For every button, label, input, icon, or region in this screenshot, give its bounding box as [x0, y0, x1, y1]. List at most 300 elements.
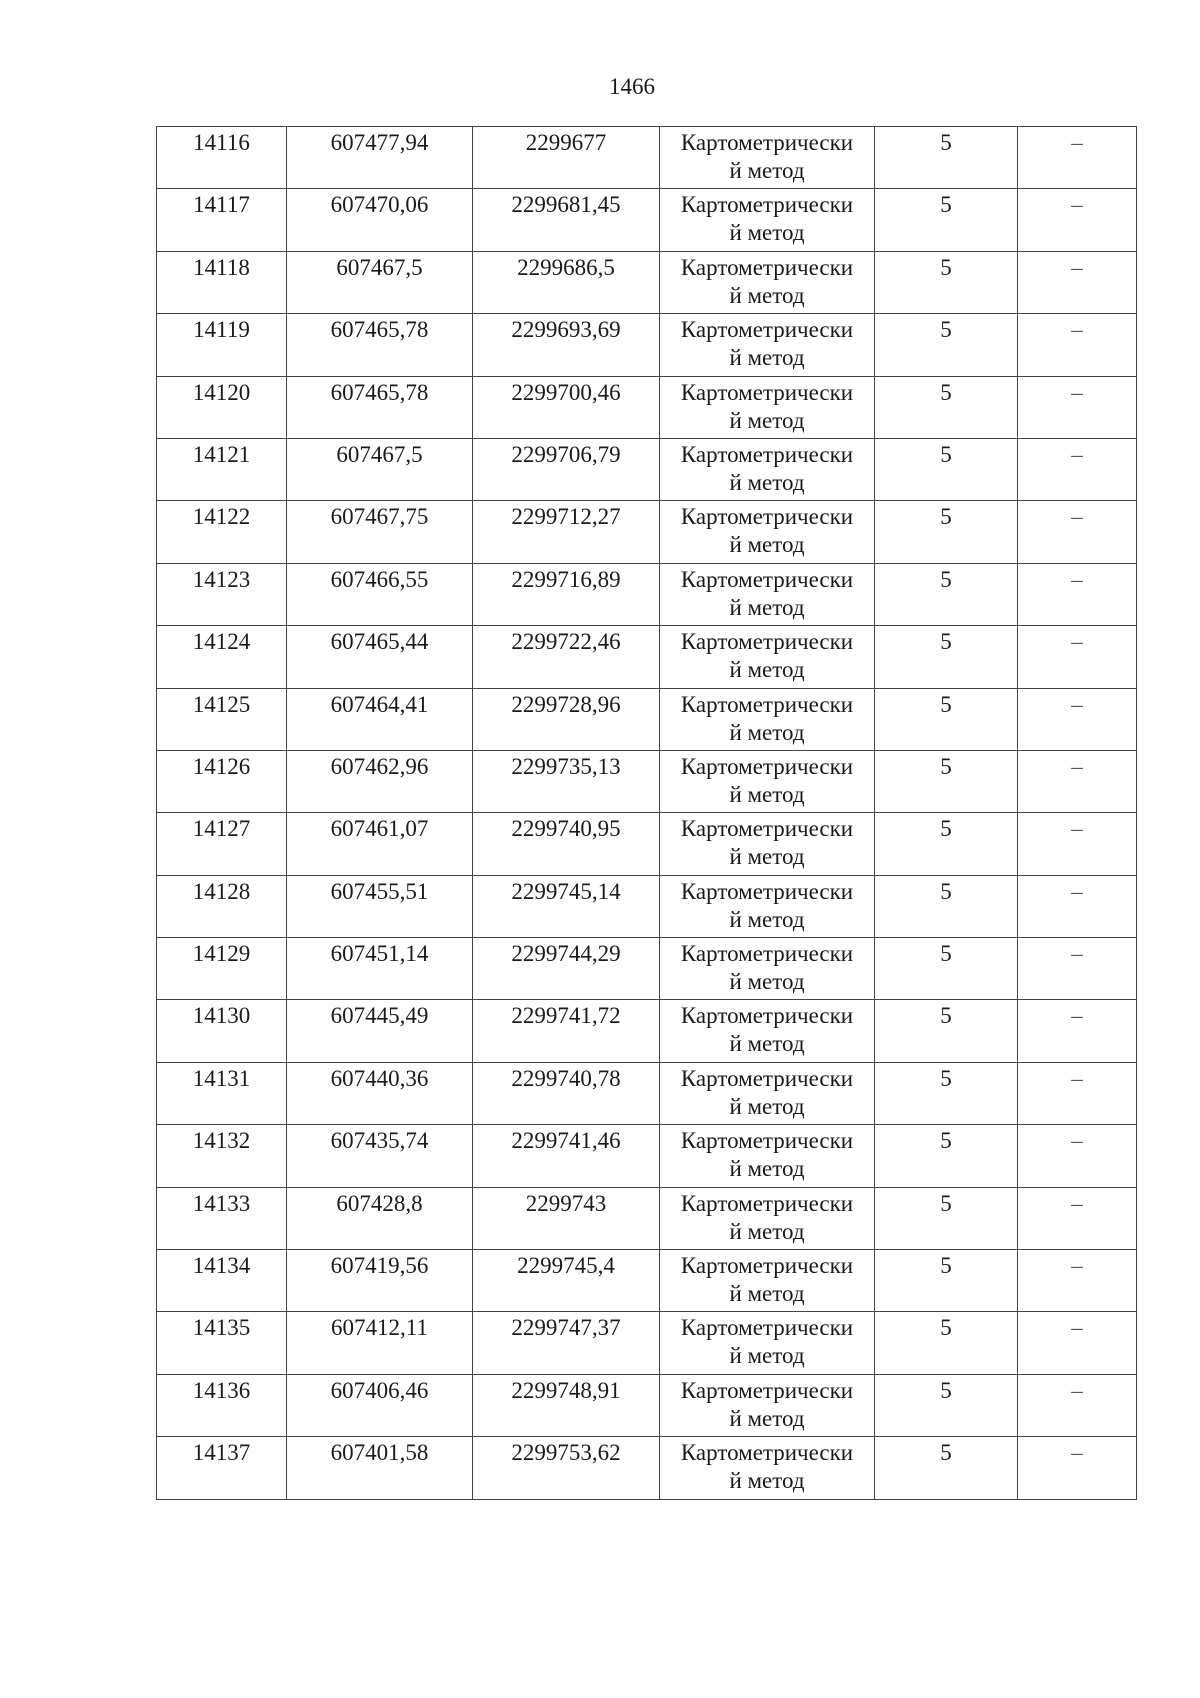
id-value: 14116 [193, 130, 250, 155]
note-value: – [1071, 254, 1083, 280]
table-row [157, 376, 1137, 438]
table-row [157, 1062, 1137, 1124]
accuracy-cell [875, 750, 1018, 812]
accuracy-cell [875, 189, 1018, 251]
x-coordinate-cell [287, 438, 473, 500]
y-coordinate-cell [473, 1250, 660, 1312]
id-value: 14123 [192, 566, 251, 592]
id-value: 14117 [193, 192, 250, 218]
point-number-cell [157, 501, 287, 563]
id-value: 14118 [193, 254, 250, 280]
id-value: 14126 [192, 753, 251, 779]
x-value: 607466,55 [330, 566, 429, 592]
note-value: – [1071, 1003, 1083, 1029]
x-value: 607465,78 [330, 379, 429, 405]
point-number-cell [157, 750, 287, 812]
y-coordinate-cell [473, 1062, 660, 1124]
x-coordinate-cell [287, 376, 473, 438]
y-value: 2299735,13 [511, 753, 621, 779]
y-coordinate-cell [473, 813, 660, 875]
x-coordinate-cell [287, 1062, 473, 1124]
coordinates-table-body [157, 127, 1137, 1500]
x-coordinate-cell [287, 1374, 473, 1436]
note-cell [1018, 438, 1137, 500]
x-coordinate-cell [287, 127, 473, 189]
accuracy-cell [875, 314, 1018, 376]
note-value: – [1071, 192, 1083, 218]
method-text-line-1: Картометрически [680, 816, 854, 842]
y-coordinate-cell [473, 438, 660, 500]
note-value: – [1071, 130, 1083, 155]
point-number-cell [157, 1437, 287, 1499]
method-text-line-1: Картометрически [680, 379, 854, 405]
method-text-line-2: й метод [729, 781, 805, 807]
x-value: 607467,75 [330, 504, 429, 530]
x-value: 607401,58 [330, 1440, 429, 1466]
x-value: 607464,41 [330, 691, 429, 717]
method-text-line-2: й метод [729, 532, 805, 558]
note-cell [1018, 127, 1137, 189]
method-text-line-2: й метод [729, 1343, 805, 1369]
method-cell [660, 1000, 875, 1062]
note-cell [1018, 1000, 1137, 1062]
id-value: 14125 [192, 691, 251, 717]
y-value: 2299753,62 [511, 1440, 621, 1466]
id-value: 14133 [192, 1190, 251, 1216]
accuracy-value: 5 [940, 317, 952, 343]
x-value: 607455,51 [330, 878, 429, 904]
point-number-cell [157, 376, 287, 438]
note-cell [1018, 1250, 1137, 1312]
table-row [157, 626, 1137, 688]
x-value: 607435,74 [330, 1128, 429, 1154]
method-text-line-2: й метод [729, 906, 805, 932]
method-text-line-1: Картометрически [680, 691, 854, 717]
method-cell [660, 376, 875, 438]
table-row [157, 563, 1137, 625]
accuracy-cell [875, 1374, 1018, 1436]
accuracy-value: 5 [940, 130, 952, 155]
table-row [157, 688, 1137, 750]
id-value: 14135 [192, 1315, 251, 1341]
method-cell [660, 813, 875, 875]
note-cell [1018, 688, 1137, 750]
table-row [157, 501, 1137, 563]
note-cell [1018, 501, 1137, 563]
method-text-line-1: Картометрически [680, 1003, 854, 1029]
note-cell [1018, 189, 1137, 251]
y-value: 2299728,96 [511, 691, 621, 717]
accuracy-value: 5 [940, 566, 952, 592]
note-cell [1018, 875, 1137, 937]
point-number-cell [157, 1062, 287, 1124]
note-value: – [1071, 317, 1083, 343]
y-value: 2299745,14 [511, 878, 621, 904]
id-value: 14120 [192, 379, 251, 405]
method-cell [660, 1374, 875, 1436]
method-text-line-2: й метод [729, 1031, 805, 1057]
accuracy-value: 5 [940, 1003, 952, 1029]
x-value: 607477,94 [330, 130, 429, 155]
x-value: 607462,96 [330, 753, 429, 779]
method-text-line-2: й метод [729, 282, 805, 308]
method-cell [660, 1125, 875, 1187]
id-value: 14119 [193, 317, 250, 343]
table-row [157, 1000, 1137, 1062]
accuracy-value: 5 [940, 504, 952, 530]
x-value: 607467,5 [336, 254, 423, 280]
note-value: – [1071, 878, 1083, 904]
note-value: – [1071, 1190, 1083, 1216]
coordinates-table [156, 126, 1137, 1500]
y-value: 2299741,72 [511, 1003, 621, 1029]
id-value: 14121 [192, 441, 251, 467]
accuracy-value: 5 [940, 1128, 952, 1154]
y-value: 2299748,91 [511, 1377, 621, 1403]
point-number-cell [157, 938, 287, 1000]
y-value: 2299747,37 [511, 1315, 621, 1341]
accuracy-cell [875, 438, 1018, 500]
note-value: – [1071, 1065, 1083, 1091]
table-row [157, 1125, 1137, 1187]
accuracy-cell [875, 563, 1018, 625]
method-text-line-2: й метод [729, 1156, 805, 1182]
note-value: – [1071, 941, 1083, 967]
accuracy-value: 5 [940, 1377, 952, 1403]
accuracy-cell [875, 688, 1018, 750]
accuracy-value: 5 [940, 1190, 952, 1216]
note-cell [1018, 251, 1137, 313]
method-cell [660, 563, 875, 625]
note-cell [1018, 1374, 1137, 1436]
accuracy-cell [875, 251, 1018, 313]
table-row [157, 1187, 1137, 1249]
accuracy-value: 5 [940, 192, 952, 218]
x-coordinate-cell [287, 1437, 473, 1499]
table-row [157, 813, 1137, 875]
x-coordinate-cell [287, 1000, 473, 1062]
y-coordinate-cell [473, 938, 660, 1000]
method-text-line-2: й метод [729, 594, 805, 620]
method-text-line-1: Картометрически [680, 1440, 854, 1466]
point-number-cell [157, 314, 287, 376]
table-row [157, 1437, 1137, 1499]
y-coordinate-cell [473, 501, 660, 563]
y-coordinate-cell [473, 1125, 660, 1187]
note-cell [1018, 314, 1137, 376]
method-text-line-2: й метод [729, 1405, 805, 1431]
y-value: 2299677 [525, 130, 607, 155]
x-value: 607445,49 [330, 1003, 429, 1029]
method-text-line-1: Картометрически [680, 1065, 854, 1091]
note-value: – [1071, 816, 1083, 842]
note-value: – [1071, 629, 1083, 655]
accuracy-cell [875, 1250, 1018, 1312]
accuracy-cell [875, 813, 1018, 875]
y-coordinate-cell [473, 563, 660, 625]
note-value: – [1071, 1440, 1083, 1466]
accuracy-cell [875, 127, 1018, 189]
y-coordinate-cell [473, 1374, 660, 1436]
point-number-cell [157, 813, 287, 875]
x-coordinate-cell [287, 1250, 473, 1312]
accuracy-value: 5 [940, 941, 952, 967]
point-number-cell [157, 1312, 287, 1374]
x-coordinate-cell [287, 626, 473, 688]
method-cell [660, 501, 875, 563]
method-text-line-1: Картометрически [680, 1190, 854, 1216]
y-value: 2299681,45 [511, 192, 621, 218]
x-coordinate-cell [287, 314, 473, 376]
x-coordinate-cell [287, 750, 473, 812]
x-coordinate-cell [287, 1187, 473, 1249]
x-value: 607428,8 [336, 1190, 423, 1216]
y-value: 2299686,5 [517, 254, 615, 280]
note-value: – [1071, 1253, 1083, 1279]
id-value: 14127 [192, 816, 251, 842]
id-value: 14137 [192, 1440, 251, 1466]
method-text-line-2: й метод [729, 220, 805, 246]
y-value: 2299706,79 [511, 441, 621, 467]
x-coordinate-cell [287, 501, 473, 563]
table-row [157, 1250, 1137, 1312]
method-text-line-1: Картометрически [680, 504, 854, 530]
y-value: 2299741,46 [511, 1128, 621, 1154]
x-coordinate-cell [287, 938, 473, 1000]
note-cell [1018, 563, 1137, 625]
accuracy-value: 5 [940, 1440, 952, 1466]
y-value: 2299740,78 [511, 1065, 621, 1091]
x-value: 607465,44 [330, 629, 429, 655]
id-value: 14122 [192, 504, 251, 530]
y-value: 2299712,27 [511, 504, 621, 530]
x-value: 607406,46 [330, 1377, 429, 1403]
x-coordinate-cell [287, 189, 473, 251]
accuracy-cell [875, 1125, 1018, 1187]
y-coordinate-cell [473, 626, 660, 688]
accuracy-value: 5 [940, 629, 952, 655]
point-number-cell [157, 1374, 287, 1436]
method-text-line-2: й метод [729, 469, 805, 495]
id-value: 14134 [192, 1253, 251, 1279]
note-value: – [1071, 1315, 1083, 1341]
method-cell [660, 189, 875, 251]
point-number-cell [157, 875, 287, 937]
table-row [157, 189, 1137, 251]
x-coordinate-cell [287, 688, 473, 750]
point-number-cell [157, 1250, 287, 1312]
method-cell [660, 251, 875, 313]
method-text-line-1: Картометрически [680, 941, 854, 967]
accuracy-value: 5 [940, 1065, 952, 1091]
table-row [157, 875, 1137, 937]
method-text-line-1: Картометрически [680, 192, 854, 218]
y-value: 2299693,69 [511, 317, 621, 343]
method-text-line-1: Картометрически [680, 1377, 854, 1403]
x-value: 607451,14 [330, 941, 429, 967]
method-text-line-1: Картометрически [680, 566, 854, 592]
y-value: 2299700,46 [511, 379, 621, 405]
method-text-line-1: Картометрически [680, 753, 854, 779]
id-value: 14132 [192, 1128, 251, 1154]
y-coordinate-cell [473, 688, 660, 750]
table-row [157, 750, 1137, 812]
point-number-cell [157, 1187, 287, 1249]
accuracy-value: 5 [940, 753, 952, 779]
y-value: 2299740,95 [511, 816, 621, 842]
point-number-cell [157, 127, 287, 189]
note-value: – [1071, 566, 1083, 592]
y-coordinate-cell [473, 1000, 660, 1062]
accuracy-value: 5 [940, 691, 952, 717]
method-text-line-1: Картометрически [680, 878, 854, 904]
method-text-line-1: Картометрически [680, 254, 854, 280]
table-row [157, 938, 1137, 1000]
method-cell [660, 127, 875, 189]
method-text-line-1: Картометрически [680, 1253, 854, 1279]
note-cell [1018, 1062, 1137, 1124]
id-value: 14128 [192, 878, 251, 904]
method-text-line-2: й метод [729, 345, 805, 371]
method-text-line-1: Картометрически [680, 629, 854, 655]
method-text-line-2: й метод [729, 1281, 805, 1307]
point-number-cell [157, 189, 287, 251]
method-text-line-2: й метод [729, 158, 805, 183]
method-text-line-2: й метод [729, 844, 805, 870]
method-cell [660, 1437, 875, 1499]
method-text-line-2: й метод [729, 407, 805, 433]
y-value: 2299722,46 [511, 629, 621, 655]
id-value: 14129 [192, 941, 251, 967]
method-cell [660, 688, 875, 750]
point-number-cell [157, 251, 287, 313]
id-value: 14136 [192, 1377, 251, 1403]
note-value: – [1071, 691, 1083, 717]
page-number: 1466 [609, 74, 655, 99]
x-value: 607465,78 [330, 317, 429, 343]
table-row [157, 251, 1137, 313]
x-value: 607470,06 [330, 192, 429, 218]
note-cell [1018, 1187, 1137, 1249]
accuracy-value: 5 [940, 1253, 952, 1279]
point-number-cell [157, 1000, 287, 1062]
point-number-cell [157, 1125, 287, 1187]
method-text-line-1: Картометрически [680, 1128, 854, 1154]
x-coordinate-cell [287, 1125, 473, 1187]
table-row [157, 1312, 1137, 1374]
x-coordinate-cell [287, 251, 473, 313]
y-coordinate-cell [473, 1312, 660, 1374]
method-cell [660, 1187, 875, 1249]
y-coordinate-cell [473, 189, 660, 251]
note-cell [1018, 813, 1137, 875]
method-cell [660, 314, 875, 376]
note-value: – [1071, 1377, 1083, 1403]
accuracy-cell [875, 501, 1018, 563]
x-value: 607461,07 [330, 816, 429, 842]
note-cell [1018, 376, 1137, 438]
accuracy-cell [875, 1187, 1018, 1249]
note-cell [1018, 750, 1137, 812]
x-coordinate-cell [287, 563, 473, 625]
x-value: 607440,36 [330, 1065, 429, 1091]
accuracy-cell [875, 1062, 1018, 1124]
y-coordinate-cell [473, 251, 660, 313]
accuracy-value: 5 [940, 878, 952, 904]
accuracy-cell [875, 376, 1018, 438]
table-row [157, 314, 1137, 376]
point-number-cell [157, 626, 287, 688]
accuracy-value: 5 [940, 254, 952, 280]
table-row [157, 438, 1137, 500]
y-coordinate-cell [473, 1187, 660, 1249]
y-coordinate-cell [473, 127, 660, 189]
id-value: 14131 [192, 1065, 251, 1091]
x-coordinate-cell [287, 875, 473, 937]
method-cell [660, 1312, 875, 1374]
id-value: 14124 [192, 629, 251, 655]
accuracy-cell [875, 626, 1018, 688]
y-coordinate-cell [473, 314, 660, 376]
y-value: 2299743 [525, 1190, 607, 1216]
note-value: – [1071, 379, 1083, 405]
x-value: 607412,11 [331, 1315, 428, 1341]
x-coordinate-cell [287, 813, 473, 875]
method-text-line-2: й метод [729, 1468, 805, 1494]
method-text-line-2: й метод [729, 1218, 805, 1244]
y-value: 2299744,29 [511, 941, 621, 967]
accuracy-value: 5 [940, 379, 952, 405]
note-cell [1018, 1312, 1137, 1374]
note-cell [1018, 626, 1137, 688]
note-cell [1018, 1125, 1137, 1187]
method-text-line-1: Картометрически [680, 130, 854, 155]
method-cell [660, 750, 875, 812]
y-coordinate-cell [473, 1437, 660, 1499]
accuracy-value: 5 [940, 441, 952, 467]
y-value: 2299745,4 [517, 1253, 615, 1279]
method-cell [660, 438, 875, 500]
y-value: 2299716,89 [511, 566, 621, 592]
note-value: – [1071, 441, 1083, 467]
point-number-cell [157, 688, 287, 750]
y-coordinate-cell [473, 875, 660, 937]
method-cell [660, 1062, 875, 1124]
accuracy-value: 5 [940, 1315, 952, 1341]
method-text-line-2: й метод [729, 657, 805, 683]
id-value: 14130 [192, 1003, 251, 1029]
y-coordinate-cell [473, 750, 660, 812]
point-number-cell [157, 563, 287, 625]
method-cell [660, 626, 875, 688]
method-text-line-1: Картометрически [680, 441, 854, 467]
note-value: – [1071, 753, 1083, 779]
method-text-line-2: й метод [729, 1093, 805, 1119]
accuracy-cell [875, 1312, 1018, 1374]
accuracy-cell [875, 938, 1018, 1000]
note-value: – [1071, 1128, 1083, 1154]
table-row [157, 1374, 1137, 1436]
accuracy-cell [875, 1000, 1018, 1062]
note-cell [1018, 938, 1137, 1000]
method-text-line-1: Картометрически [680, 317, 854, 343]
x-value: 607467,5 [336, 441, 423, 467]
accuracy-cell [875, 875, 1018, 937]
accuracy-cell [875, 1437, 1018, 1499]
method-text-line-1: Картометрически [680, 1315, 854, 1341]
accuracy-value: 5 [940, 816, 952, 842]
method-text-line-2: й метод [729, 969, 805, 995]
